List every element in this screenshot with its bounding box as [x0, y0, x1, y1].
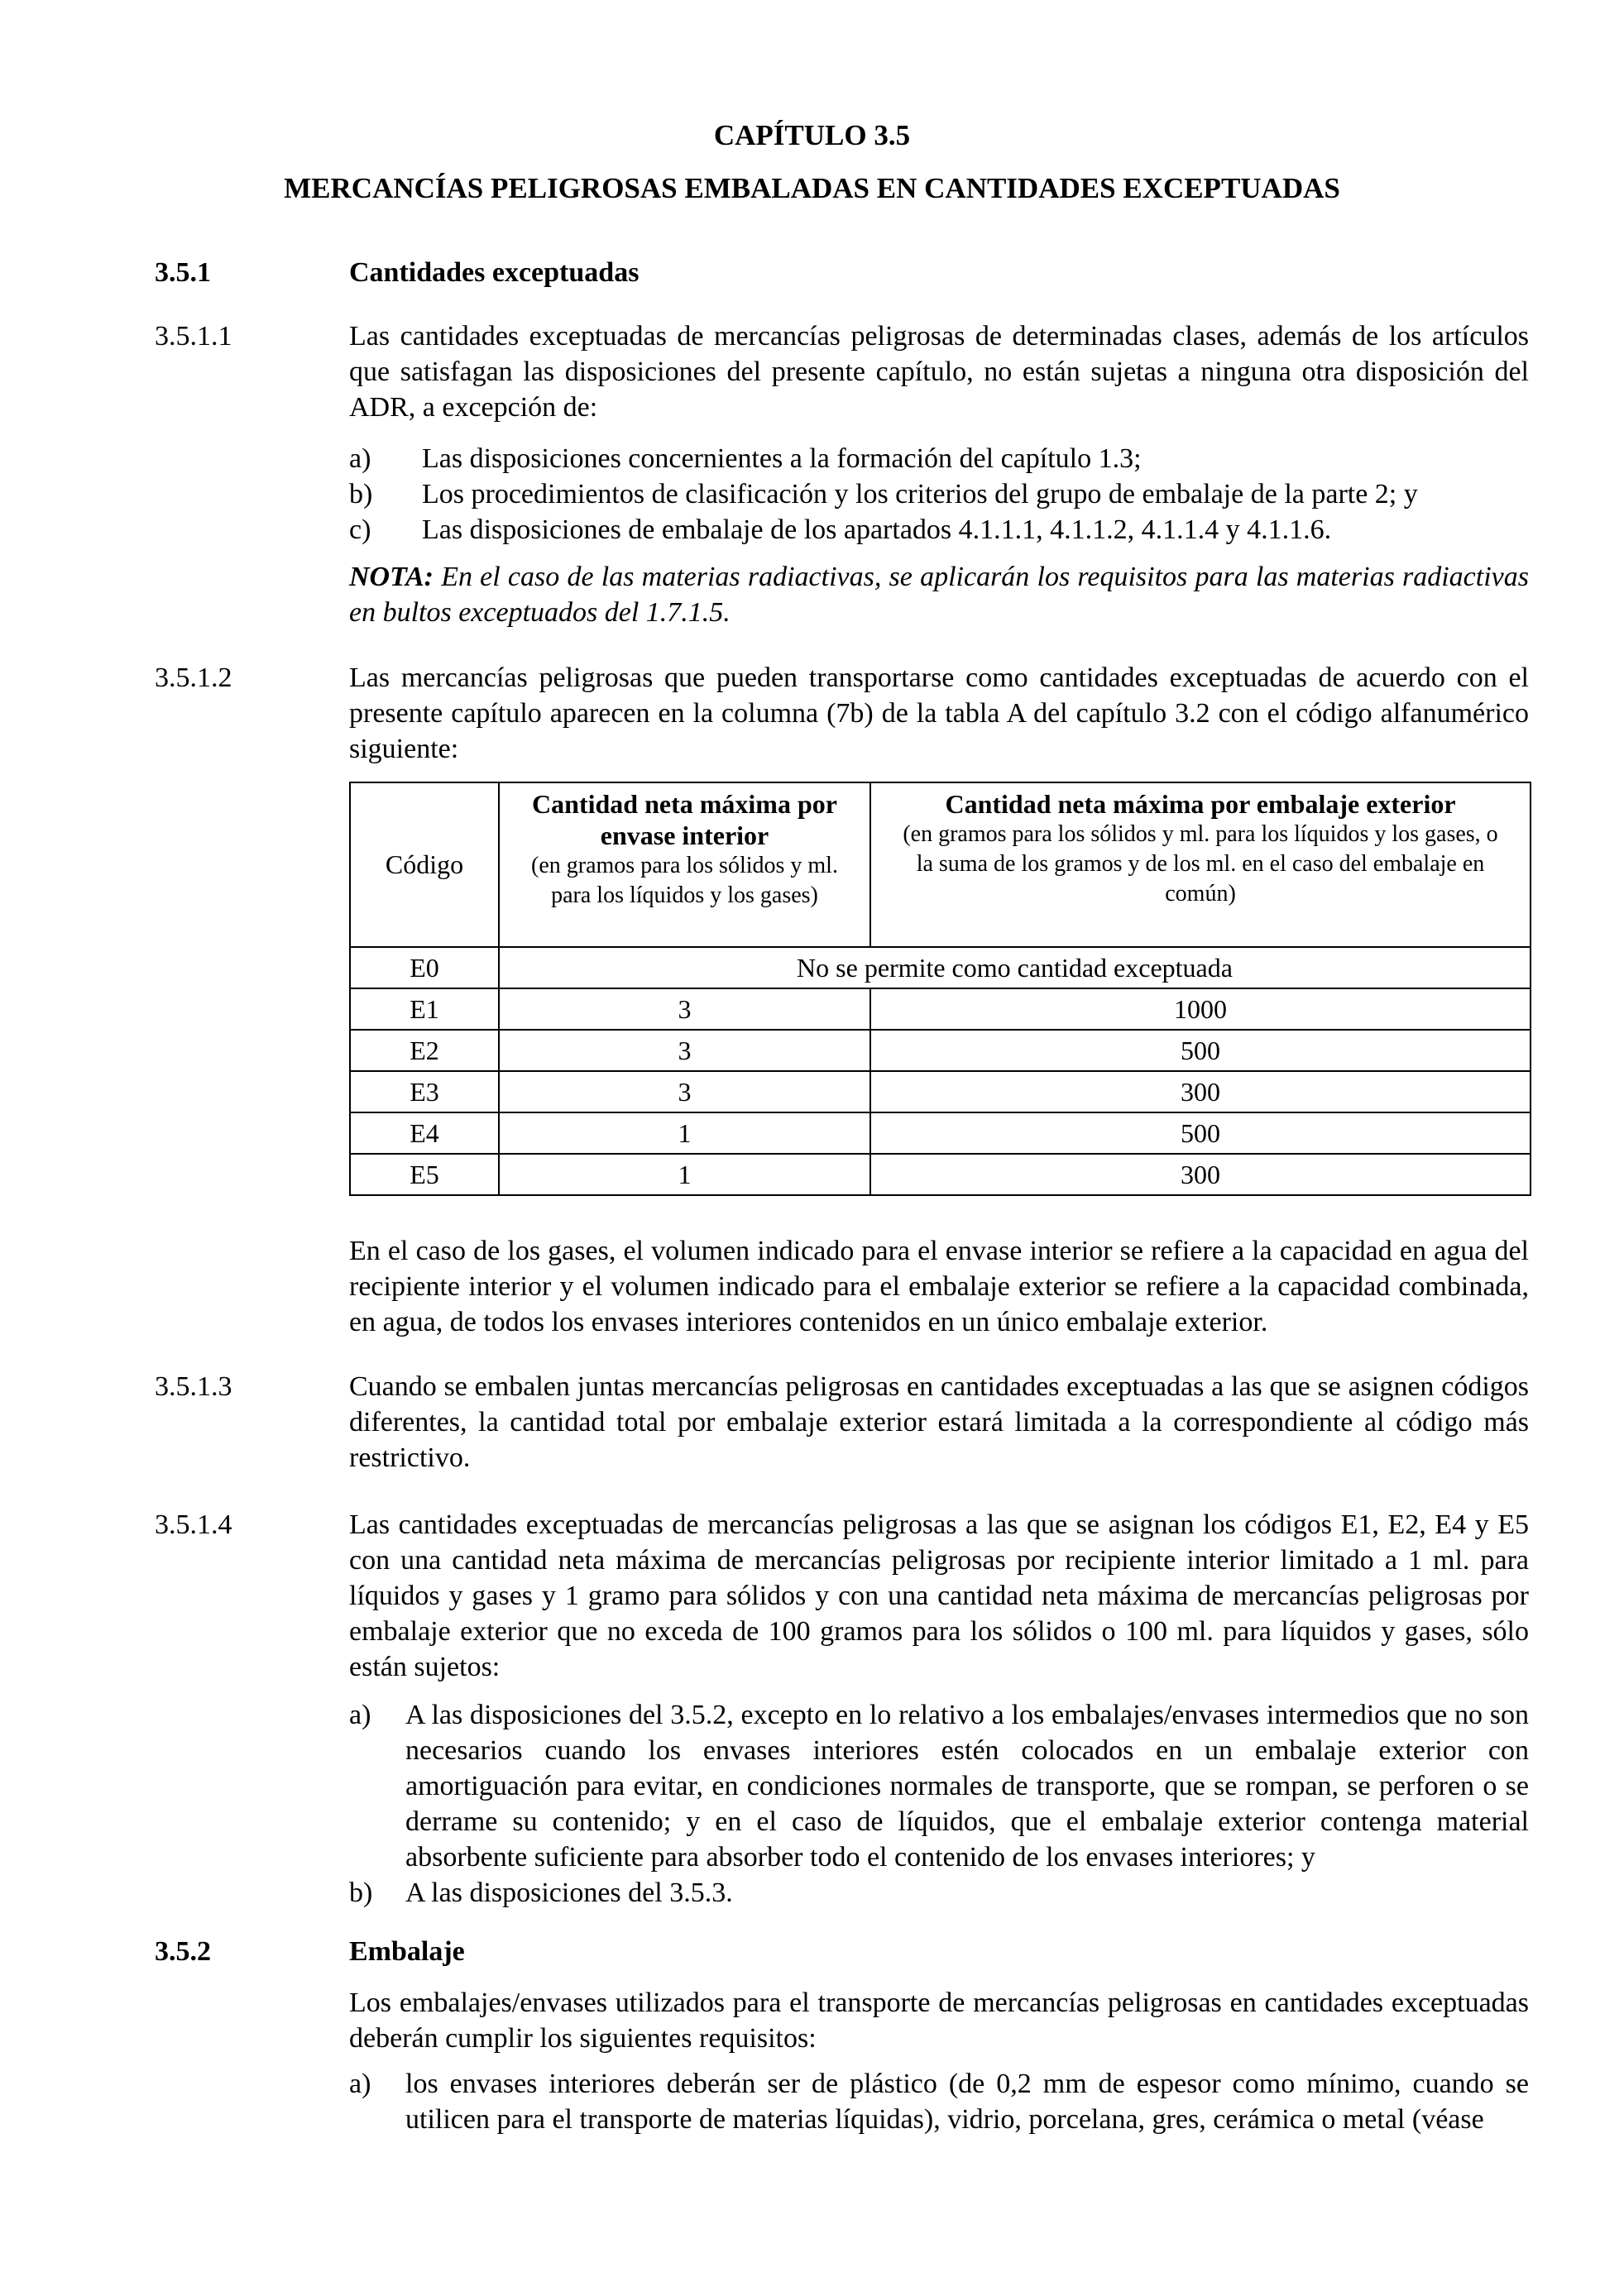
cell-inner: 3 [499, 988, 870, 1030]
header-code: Código [350, 782, 499, 947]
table-row [350, 1112, 1531, 1154]
section-number-3-5-1-1: 3.5.1.1 [155, 321, 232, 352]
note-3-5-1-1 [349, 559, 1529, 630]
cell-inner: 1 [499, 1154, 870, 1195]
paragraph-3-5-1-3: Cuando se embalen juntas mercancías peligrosas en cantidades exceptuadas a las que se asignen códigos diferentes, la cantidad total por embalaje exterior estará limitada a la correspondiente al código más restrictivo. [349, 1371, 1529, 1473]
list-item: b) Los procedimientos de clasificación y los criterios del grupo de embalaje de la parte 2; y [349, 479, 1418, 509]
chapter-number: CAPÍTULO 3.5 [713, 119, 911, 151]
cell-outer: 1000 [870, 988, 1531, 1030]
exception-codes-table [349, 782, 1531, 1196]
section-number-3-5-1-4: 3.5.1.4 [155, 1509, 232, 1540]
table-row [350, 988, 1531, 1030]
cell-not-permitted: No se permite como cantidad exceptuada [499, 947, 1531, 988]
section-number-3-5-1: 3.5.1 [155, 257, 211, 288]
table-row [350, 947, 1531, 988]
paragraph-gases: En el caso de los gases, el volumen indicado para el envase interior se refiere a la capacidad en agua del recipiente interior y el volumen indicado para el embalaje exterior se refiere a la capacidad combinada, en agua, de todos los envases interiores contenidos en un único embalaje exterior. [349, 1236, 1529, 1337]
note-label: NOTA: [349, 562, 434, 592]
cell-inner: 3 [499, 1030, 870, 1071]
cell-code: E5 [350, 1154, 499, 1195]
list-3-5-2 [349, 2066, 1529, 2137]
cell-code: E4 [350, 1112, 499, 1154]
cell-outer: 500 [870, 1112, 1531, 1154]
header-inner: Cantidad neta máxima por envase interior (en gramos para los sólidos y ml. para los líquidos y los gases) [499, 782, 870, 947]
section-heading-3-5-2: Embalaje [349, 1936, 465, 1967]
table-row [350, 1030, 1531, 1071]
paragraph-3-5-2: Los embalajes/envases utilizados para el transporte de mercancías peligrosas en cantidades exceptuadas deberán cumplir los siguientes requisitos: [349, 1987, 1529, 2054]
section-number-3-5-1-3: 3.5.1.3 [155, 1371, 232, 1402]
list-3-5-1-4 [349, 1697, 1529, 1911]
list-item: a) Las disposiciones concernientes a la formación del capítulo 1.3; [349, 443, 1142, 474]
section-number-3-5-2: 3.5.2 [155, 1936, 211, 1967]
cell-code: E3 [350, 1071, 499, 1112]
list-item: a) A las disposiciones del 3.5.2, excepto en lo relativo a los embalajes/envases intermedios que no son necesarios cuando los envases interiores estén colocados en un embalaje exterior con amortiguación para evitar, en condiciones normales de transporte, que se rompan, se perforen o se derrame su contenido; y en el caso de líquidos, que el embalaje exterior contenga material absorbente suficiente para absorber todo el contenido de los envases interiores; y [349, 1700, 1529, 1873]
list-item: b) A las disposiciones del 3.5.3. [349, 1877, 733, 1908]
section-heading-3-5-1: Cantidades exceptuadas [349, 257, 640, 288]
cell-code: E1 [350, 988, 499, 1030]
cell-outer: 300 [870, 1071, 1531, 1112]
paragraph-3-5-1-2: Las mercancías peligrosas que pueden transportarse como cantidades exceptuadas de acuerdo con el presente capítulo aparecen en la columna (7b) de la tabla A del capítulo 3.2 con el código alfanumérico siguiente: [349, 662, 1529, 764]
chapter-title: MERCANCÍAS PELIGROSAS EMBALADAS EN CANTIDADES EXCEPTUADAS [284, 172, 1340, 204]
cell-code: E2 [350, 1030, 499, 1071]
table-row [350, 1071, 1531, 1112]
list-3-5-1-1 [349, 441, 1529, 548]
cell-inner: 3 [499, 1071, 870, 1112]
cell-inner: 1 [499, 1112, 870, 1154]
section-number-3-5-1-2: 3.5.1.2 [155, 662, 232, 693]
cell-outer: 300 [870, 1154, 1531, 1195]
list-item: a) los envases interiores deberán ser de plástico (de 0,2 mm de espesor como mínimo, cuando se utilicen para el transporte de materias líquidas), vidrio, porcelana, gres, cerámica o metal (véase [349, 2069, 1529, 2135]
note-text: En el caso de las materias radiactivas, se aplicarán los requisitos para las materias radiactivas en bultos exceptuados del 1.7.1.5. [349, 562, 1529, 628]
list-item: c) Las disposiciones de embalaje de los apartados 4.1.1.1, 4.1.1.2, 4.1.1.4 y 4.1.1.6. [349, 514, 1332, 545]
paragraph-3-5-1-1: Las cantidades exceptuadas de mercancías peligrosas de determinadas clases, además de los artículos que satisfagan las disposiciones del presente capítulo, no están sujetas a ninguna otra disposición del ADR, a excepción de: [349, 321, 1529, 423]
table-row [350, 1154, 1531, 1195]
table-header-row [350, 782, 1531, 947]
paragraph-3-5-1-4: Las cantidades exceptuadas de mercancías peligrosas a las que se asignan los códigos E1, E2, E4 y E5 con una cantidad neta máxima de mercancías peligrosas por recipiente interior limitado a 1 ml. para líquidos y gases y 1 gramo para sólidos y con una cantidad neta máxima de mercancías peligrosas por embalaje exterior que no exceda de 100 gramos para los sólidos o 100 ml. para líquidos y gases, sólo están sujetos: [349, 1509, 1529, 1682]
header-outer: Cantidad neta máxima por embalaje exterior (en gramos para los sólidos y ml. para los líquidos y los gases, o la suma de los gramos y de los ml. en el caso del embalaje en común) [870, 782, 1531, 947]
cell-outer: 500 [870, 1030, 1531, 1071]
cell-code: E0 [350, 947, 499, 988]
